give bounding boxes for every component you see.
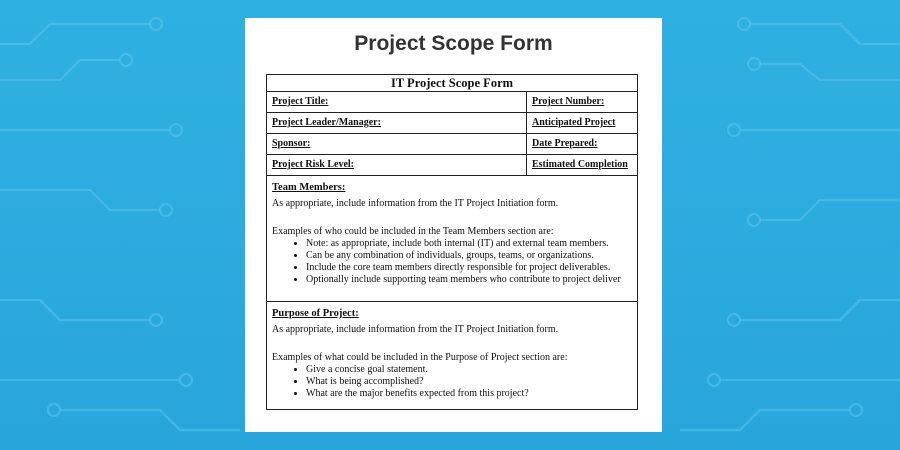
project-title-label: Project Title:	[272, 96, 329, 107]
purpose-examples-text: Examples of what could be included in the Purpose of Project section are:	[272, 352, 568, 363]
purpose-bullet-list	[272, 364, 632, 400]
purpose-heading: Purpose of Project:	[272, 308, 359, 319]
purpose-intro-text: As appropriate, include information from the IT Project Initiation form.	[272, 324, 559, 335]
anticipated-project-label: Anticipated Project	[532, 117, 616, 128]
project-leader-label: Project Leader/Manager:	[272, 117, 381, 128]
purpose-section	[267, 302, 637, 414]
team-bullet-list	[272, 238, 632, 286]
estimated-completion-label: Estimated Completion	[532, 159, 628, 170]
document-card	[245, 18, 662, 432]
list-item: • Optionally include supporting team members who contribute to project deliver	[306, 274, 632, 286]
list-item: • What are the major benefits expected from this project?	[306, 388, 632, 400]
form-row	[267, 92, 637, 113]
team-members-section	[267, 176, 637, 302]
sponsor-label: Sponsor:	[272, 138, 311, 149]
list-item: • Give a concise goal statement.	[306, 364, 632, 376]
list-item: • What is being accomplished?	[306, 376, 632, 388]
form-row	[267, 134, 637, 155]
form-header: IT Project Scope Form	[267, 75, 637, 92]
team-examples-text: Examples of who could be included in the Team Members section are:	[272, 226, 554, 237]
project-number-label: Project Number:	[532, 96, 605, 107]
form-row	[267, 155, 637, 176]
risk-level-label: Project Risk Level:	[272, 159, 355, 170]
team-intro-text: As appropriate, include information from the IT Project Initiation form.	[272, 198, 559, 209]
list-item: • Include the core team members directly responsible for project deliverables.	[306, 262, 632, 274]
list-item: • Note: as appropriate, include both internal (IT) and external team members.	[306, 238, 632, 250]
team-members-heading: Team Members:	[272, 182, 346, 193]
date-prepared-label: Date Prepared:	[532, 138, 598, 149]
page-title: Project Scope Form	[354, 32, 553, 55]
scope-form-table	[266, 74, 638, 410]
list-item: • Can be any combination of individuals, groups, teams, or organizations.	[306, 250, 632, 262]
form-row	[267, 113, 637, 134]
